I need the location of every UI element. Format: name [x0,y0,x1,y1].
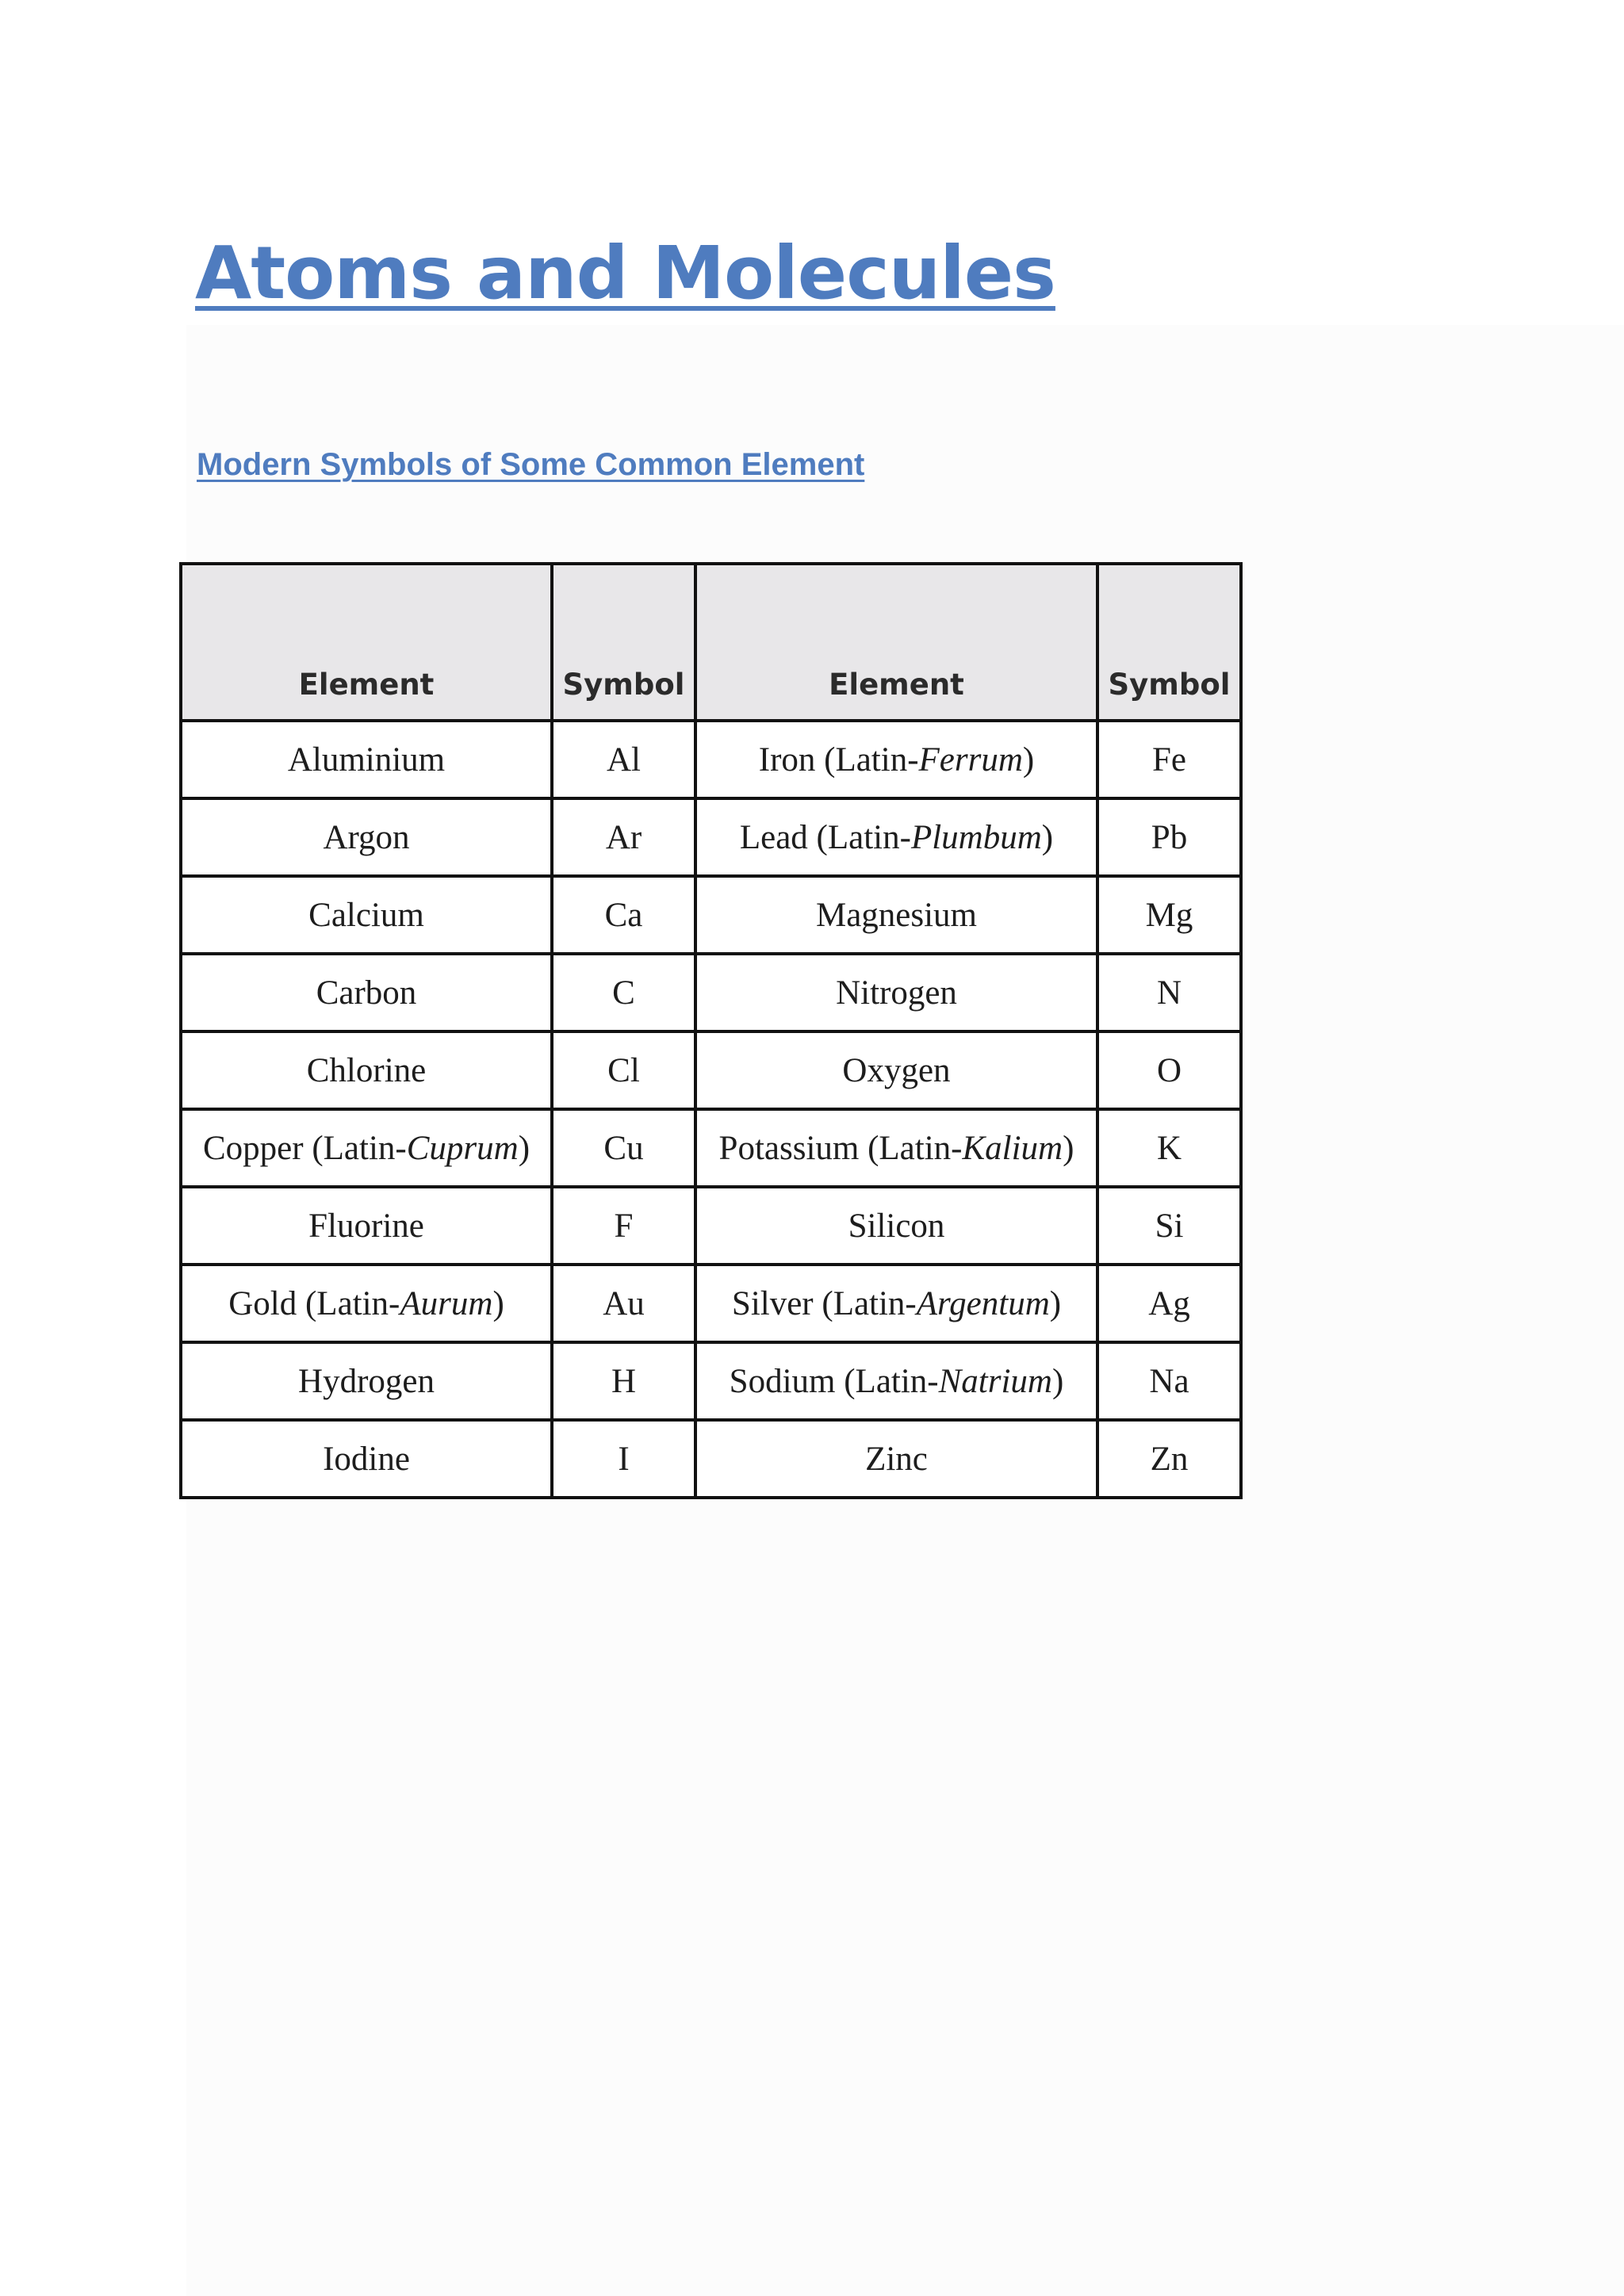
closing-parenthesis: ) [492,1284,504,1322]
right-element-name: Nitrogen [836,974,957,1012]
left-symbol-cell: Al [552,721,695,798]
table-row [181,1420,1241,1498]
table-row [181,1031,1241,1109]
left-element-name: Chlorine [306,1051,427,1089]
left-symbol-cell: Au [552,1265,695,1342]
left-element-name: Argon [323,818,410,856]
table-row [181,1342,1241,1420]
closing-parenthesis: ) [1041,818,1054,856]
left-element-cell [181,721,552,798]
left-latin-name: Aurum [400,1284,493,1322]
right-element-cell [695,721,1097,798]
table-row [181,954,1241,1031]
left-element-name: Fluorine [308,1207,424,1245]
right-element-cell [695,1265,1097,1342]
right-symbol-cell: O [1097,1031,1241,1109]
table-row [181,1265,1241,1342]
left-symbol-cell: Cu [552,1109,695,1187]
table-row [181,798,1241,876]
right-element-name: Sodium (Latin- [729,1362,939,1400]
left-symbol-cell: H [552,1342,695,1420]
left-element-cell [181,798,552,876]
left-latin-name: Cuprum [406,1129,519,1167]
left-element-cell [181,1265,552,1342]
right-element-cell [695,1031,1097,1109]
right-symbol-cell: Fe [1097,721,1241,798]
right-element-cell [695,1420,1097,1498]
left-symbol-cell: Cl [552,1031,695,1109]
closing-parenthesis: ) [1052,1362,1064,1400]
left-element-cell [181,954,552,1031]
right-latin-name: Ferrum [918,740,1023,779]
right-symbol-cell: Ag [1097,1265,1241,1342]
table-row [181,1109,1241,1187]
right-element-cell [695,954,1097,1031]
table-row [181,721,1241,798]
left-element-name: Aluminium [287,740,446,779]
left-symbol-cell: I [552,1420,695,1498]
right-element-name: Lead (Latin- [739,818,911,856]
left-element-name: Copper (Latin- [202,1129,407,1167]
left-symbol-cell: F [552,1187,695,1265]
section-heading: Modern Symbols of Some Common Element [197,447,865,482]
closing-parenthesis: ) [1063,1129,1074,1167]
right-symbol-cell: Zn [1097,1420,1241,1498]
header-element-right: Element [695,564,1097,721]
left-symbol-cell: Ar [552,798,695,876]
left-element-name: Iodine [323,1440,410,1478]
table-row [181,1187,1241,1265]
left-element-cell [181,1109,552,1187]
right-element-name: Potassium (Latin- [718,1129,963,1167]
left-element-name: Calcium [308,896,424,934]
header-symbol-right: Symbol [1097,564,1241,721]
right-symbol-cell: Si [1097,1187,1241,1265]
element-symbols-table [179,562,1243,1499]
right-symbol-cell: Mg [1097,876,1241,954]
left-element-cell [181,1342,552,1420]
table-body [181,721,1241,1498]
left-element-cell [181,1420,552,1498]
closing-parenthesis: ) [1022,740,1035,779]
table-header-row [181,564,1241,721]
table-row [181,876,1241,954]
right-element-cell [695,1109,1097,1187]
document-title: Atoms and Molecules [195,231,1055,316]
right-symbol-cell: Pb [1097,798,1241,876]
left-symbol-cell: C [552,954,695,1031]
right-symbol-cell: K [1097,1109,1241,1187]
right-latin-name: Plumbum [910,818,1042,856]
header-element-left: Element [181,564,552,721]
right-latin-name: Argentum [916,1284,1050,1322]
left-element-name: Gold (Latin- [228,1284,400,1322]
header-symbol-left: Symbol [552,564,695,721]
left-element-name: Hydrogen [298,1362,435,1400]
right-element-name: Oxygen [842,1051,951,1089]
closing-parenthesis: ) [518,1129,530,1167]
closing-parenthesis: ) [1049,1284,1062,1322]
right-element-name: Iron (Latin- [758,740,919,779]
left-element-cell [181,1031,552,1109]
right-latin-name: Kalium [962,1129,1063,1167]
left-element-cell [181,876,552,954]
right-element-cell [695,798,1097,876]
right-element-cell [695,1187,1097,1265]
right-element-name: Silver (Latin- [731,1284,917,1322]
left-element-cell [181,1187,552,1265]
right-element-name: Zinc [865,1440,928,1478]
right-element-cell [695,876,1097,954]
right-latin-name: Natrium [938,1362,1052,1400]
left-element-name: Carbon [316,974,417,1012]
right-element-cell [695,1342,1097,1420]
right-element-name: Magnesium [815,896,978,934]
left-symbol-cell: Ca [552,876,695,954]
right-symbol-cell: N [1097,954,1241,1031]
right-element-name: Silicon [848,1207,945,1245]
right-symbol-cell: Na [1097,1342,1241,1420]
